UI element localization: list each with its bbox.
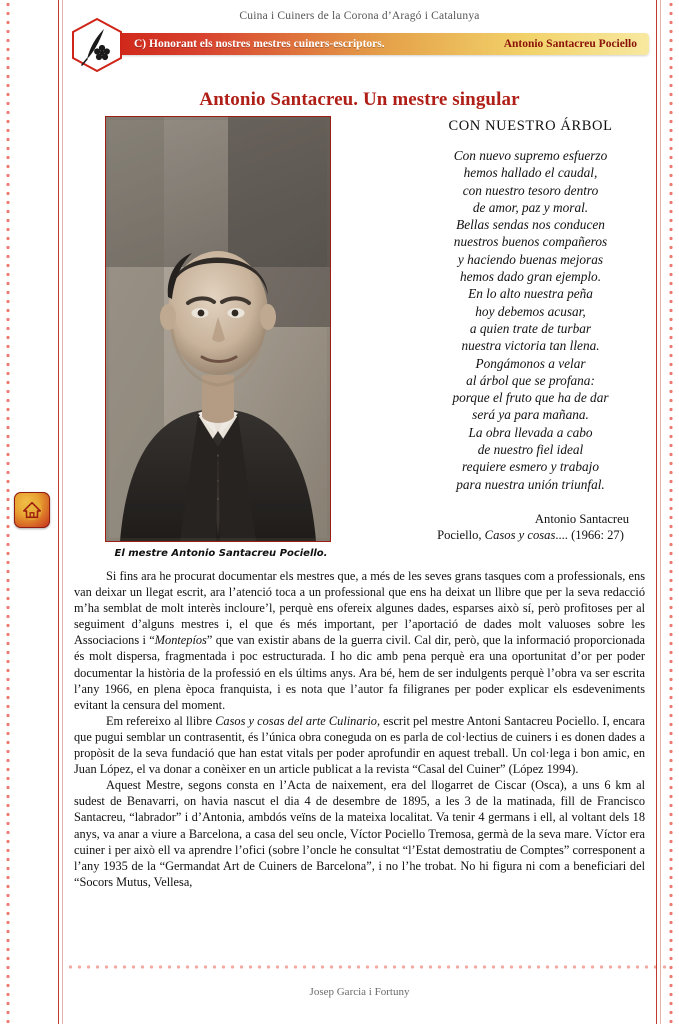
page-content	[66, 0, 653, 1024]
page-title: Antonio Santacreu. Un mestre singular	[199, 88, 520, 110]
poem-line: de nuestro fiel ideal	[477, 442, 584, 458]
poem-line: Con nuevo supremo esfuerzo	[453, 148, 608, 163]
poem-line: de amor, paz y moral.	[472, 199, 589, 215]
body-paragraph: Si fins ara he procurat documentar els mestres que, a més de les seves grans tasques com a professionals, ens van deixar un llegat escrit, ara l’atenció toca a un professional que ens ha deixat un llibre que per la seva redacció m’ha semblat de molt interès incloure’l, perquè ens ofereix algunes dades, esparses això sí, però profitoses per al seguiment d’alguns mestres i, el que és més important, per l’aportació de dades molt valuoses sobre les Associacions i “Montepíos” que van existir abans de la guerra civil. Cal dir, però, que la informació proporcionada és molt dispersa, fragmentada i poc estructurada. I ho dic amb pena perquè era una oportunitat d’or per poder documentar la història de la professió en els últims anys. Ara bé, hem de ser indulgents perquè l’obra va ser escrita l’any 1966, en plena època franquista, i es nota que l’autor fa filigranes per poder explicar els esdeveniments evitant la censura del moment.	[74, 569, 645, 712]
body-paragraph: Em refereixo al llibre Casos y cosas del arte Culinario, escrit pel mestre Antoni Santacreu Pociello. I, encara que pugui semblar un contrasentit, és l’única obra coneguda on es parla de col·lectius de cuiners i es donen dades a propòsit de la seva fundació que han estat vitals per poder aprofundir en aquest treball. Un col·lega i bon amic, en Juan López, el va donar a conèixer en un article publicat a la revista “Casal del Cuiner” (López 1994).	[74, 713, 646, 777]
poem-line: será ya para mañana.	[472, 407, 589, 423]
poem-source: Pociello, Casos y cosas.... (1966: 27)	[437, 528, 624, 543]
poem-line: porque el fruto que ha de dar	[452, 390, 609, 406]
poem-attribution	[418, 511, 643, 544]
home-icon	[21, 499, 43, 521]
poem-title: CON NUESTRO ÁRBOL	[448, 118, 613, 134]
poem-line: y haciendo buenas mejoras	[457, 251, 604, 267]
poem-line: al árbol que se profana:	[466, 372, 595, 388]
subject-label: Antonio Santacreu Pociello	[503, 38, 637, 50]
page-rule-left-inner	[62, 0, 63, 1024]
decorative-dot-rail-right	[669, 0, 673, 1024]
page-rule-right-inner	[660, 0, 661, 1024]
poem-line: En lo alto nuestra peña	[468, 286, 593, 302]
poem-line: Bellas sendas nos conducen	[456, 217, 605, 233]
poem-source-title: Casos y cosas	[484, 528, 556, 543]
body-paragraph: Aquest Mestre, segons consta en l’Acta de naixement, era del llogarret de Ciscar (Osca), a uns 6 km al sudest de Benavarri, on havia nascut el dia 4 de desembre de 1895, a les 3 de la matinada, fill de Francisco Santacreu, “labrador” i d’Antonia, ambdós veïns de la mateixa localitat. Va tenir 4 germans i ell, al voltant dels 18 anys, va anar a viure a Barcelona, a casa del seu oncle, Víctor Pociello Tremosa, germà de la seva mare. Víctor era cuiner i per això ell va aprendre l’ofici (sobre l’oncle he consultat “l’Estat demostratiu de Comptes” corresponent a l’any 1935 de la “Germandat Art de Cuiners de Barcelona”, i no l’he trobat. No hi figura ni com a beneficiari del “Socors Mutus, Vellesa,	[74, 778, 645, 889]
figure-photo	[105, 116, 331, 542]
poem-block	[418, 118, 643, 544]
decorative-dot-rail-left	[6, 0, 10, 1024]
poem-line: Pongámonos a velar	[475, 355, 586, 371]
page-rule-right-outer	[656, 0, 657, 1024]
poem-line: hemos hallado el caudal,	[463, 165, 598, 181]
italic-run: Montepíos	[154, 633, 207, 648]
page-footer: Josep Garcia i Fortuny	[309, 986, 410, 998]
home-button[interactable]	[14, 492, 50, 528]
masthead-title: Cuina i Cuiners de la Corona d’Aragó i Catalunya	[239, 10, 480, 22]
poem-author: Antonio Santacreu	[534, 511, 629, 526]
poem-line: a quien trate de turbar	[469, 320, 592, 336]
figure-caption: El mestre Antonio Santacreu Pociello.	[114, 548, 328, 559]
page-rule-left-outer	[58, 0, 59, 1024]
poem-line: para nuestra unión triunfal.	[456, 476, 605, 492]
section-label: C) Honorant els nostres mestres cuiners-escriptors.	[134, 38, 385, 50]
poem-line: nuestra victoria tan llena.	[461, 338, 600, 354]
poem-line: con nuestro tesoro dentro	[462, 182, 599, 198]
quill-pen-icon	[66, 17, 128, 73]
poem-line: nuestros buenos compañeros	[453, 234, 608, 250]
poem-lines	[418, 147, 643, 493]
article-body	[74, 568, 645, 890]
section-ribbon	[106, 33, 649, 55]
poem-line: hemos dado gran ejemplo.	[459, 269, 602, 285]
italic-run: Casos y cosas del arte Culinario	[215, 713, 377, 728]
poem-line: requiere esmero y trabajo	[461, 459, 599, 475]
poem-line: hoy debemos acusar,	[475, 303, 586, 319]
poem-line: La obra llevada a cabo	[468, 424, 593, 440]
